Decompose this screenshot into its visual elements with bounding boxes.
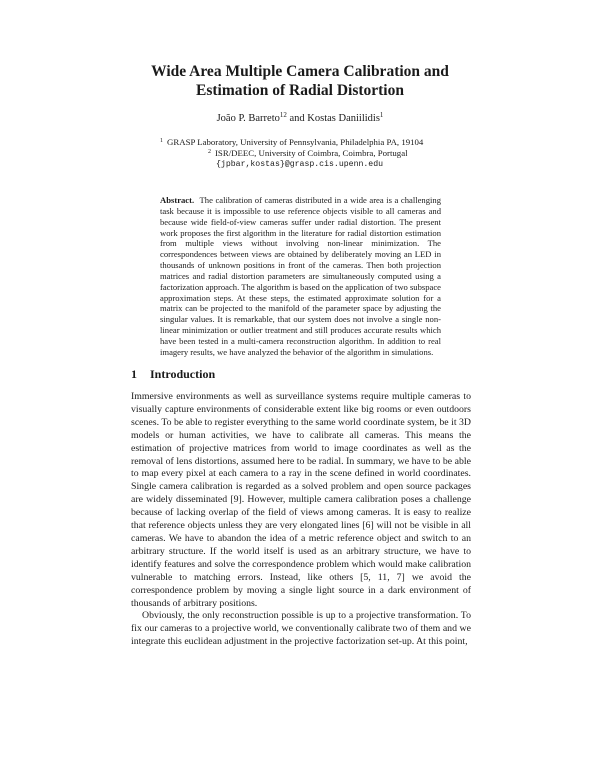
- section-body: [131, 391, 471, 649]
- affiliations: [160, 137, 450, 170]
- affiliation-text: GRASP Laboratory, University of Pennsylvania, Philadelphia PA, 19104: [167, 137, 424, 147]
- affiliation-1: [160, 137, 450, 148]
- author-email: {jpbar,kostas}@grasp.cis.upenn.edu: [216, 160, 384, 169]
- paper-title: [100, 62, 500, 100]
- section-number: 1: [131, 367, 137, 381]
- author-list: [100, 112, 500, 125]
- affiliation-2: [160, 148, 450, 159]
- affiliation-text: ISR/DEEC, University of Coimbra, Coimbra, Portugal: [215, 148, 408, 158]
- title-line-1: Wide Area Multiple Camera Calibration and: [151, 63, 449, 80]
- paragraph: Immersive environments as well as surveillance systems require multiple cameras to visually capture environments of considerable extent like big rooms or even outdoors scenes. To be able to register everything to the same world coordinate system, be it 3D models or human activities, we have to calibrate all cameras. This means the estimation of projective matrices from world to image coordinates as well as the removal of lens distortions, assumed here to be radial. In summary, we have to be able to map every pixel at each camera to a ray in the scene defined in world coordinates. Single camera calibration is regarded as a solved problem and open source packages are widely disseminated [9]. However, multiple camera calibration poses a challenge because of lacking overlap of the field of views among cameras. It is easy to realize that reference objects unless they are very elongated lines [6] will not be visible in all cameras. We have to abandon the idea of a metric reference object and switch to an arbitrary structure. If the world itself is used as an arbitrary structure, we have to identify features and solve the correspondence problem which would make calibration vulnerable to matching errors. Instead, like others [5, 11, 7] we avoid the correspondence problem by moving a single light source in a dark environment of thousands of arbitrary positions.: [131, 391, 471, 609]
- abstract-label: Abstract.: [160, 195, 195, 205]
- section-heading: [131, 367, 471, 381]
- abstract-text: The calibration of cameras distributed in a wide area is a challenging task because it is impossible to use reference objects visible to all cameras and because wide field-of-view cameras suffer under radial distortion. The present work proposes the first algorithm in the literature for radial distortion estimation from multiple views without involving non-linear minimization. The correspondences between views are obtained by deliberately moving an LED in thousands of unknown positions in front of the cameras. Then both projection matrices and radial distortion parameters are simultaneously computed using a factorization approach. The algorithm is based on the application of two subspace approximation steps. At these steps, the estimated approximate solution for a matrix can be projected to the manifold of the parameter space by adjusting the singular values. It is remarkable, that our system does not involve a single non-linear minimization or outlier treatment and still produces accurate results which have been tested in a multi-camera reconstruction algorithm. In addition to real imagery results, we have analyzed the behavior of the algorithm in simulations.: [160, 195, 441, 357]
- author-name: João P. Barreto: [216, 113, 280, 124]
- affiliation-mark: 2: [208, 149, 211, 155]
- section-title: Introduction: [150, 367, 216, 381]
- affiliation-mark: 1: [160, 138, 163, 144]
- author-name: Kostas Daniilidis: [307, 113, 380, 124]
- author-affiliation-mark: 1: [379, 111, 384, 119]
- author-affiliation-mark: 12: [279, 111, 287, 119]
- paragraph: Obviously, the only reconstruction possible is up to a projective transformation. To fix our cameras to a projective world, we conventionally calibrate two of them and we integrate this euclidean adjustment in the projective factorization set-up. At this point,: [131, 610, 471, 648]
- author-connector: and: [286, 113, 308, 124]
- abstract: [160, 195, 441, 358]
- title-line-2: Estimation of Radial Distortion: [196, 82, 404, 99]
